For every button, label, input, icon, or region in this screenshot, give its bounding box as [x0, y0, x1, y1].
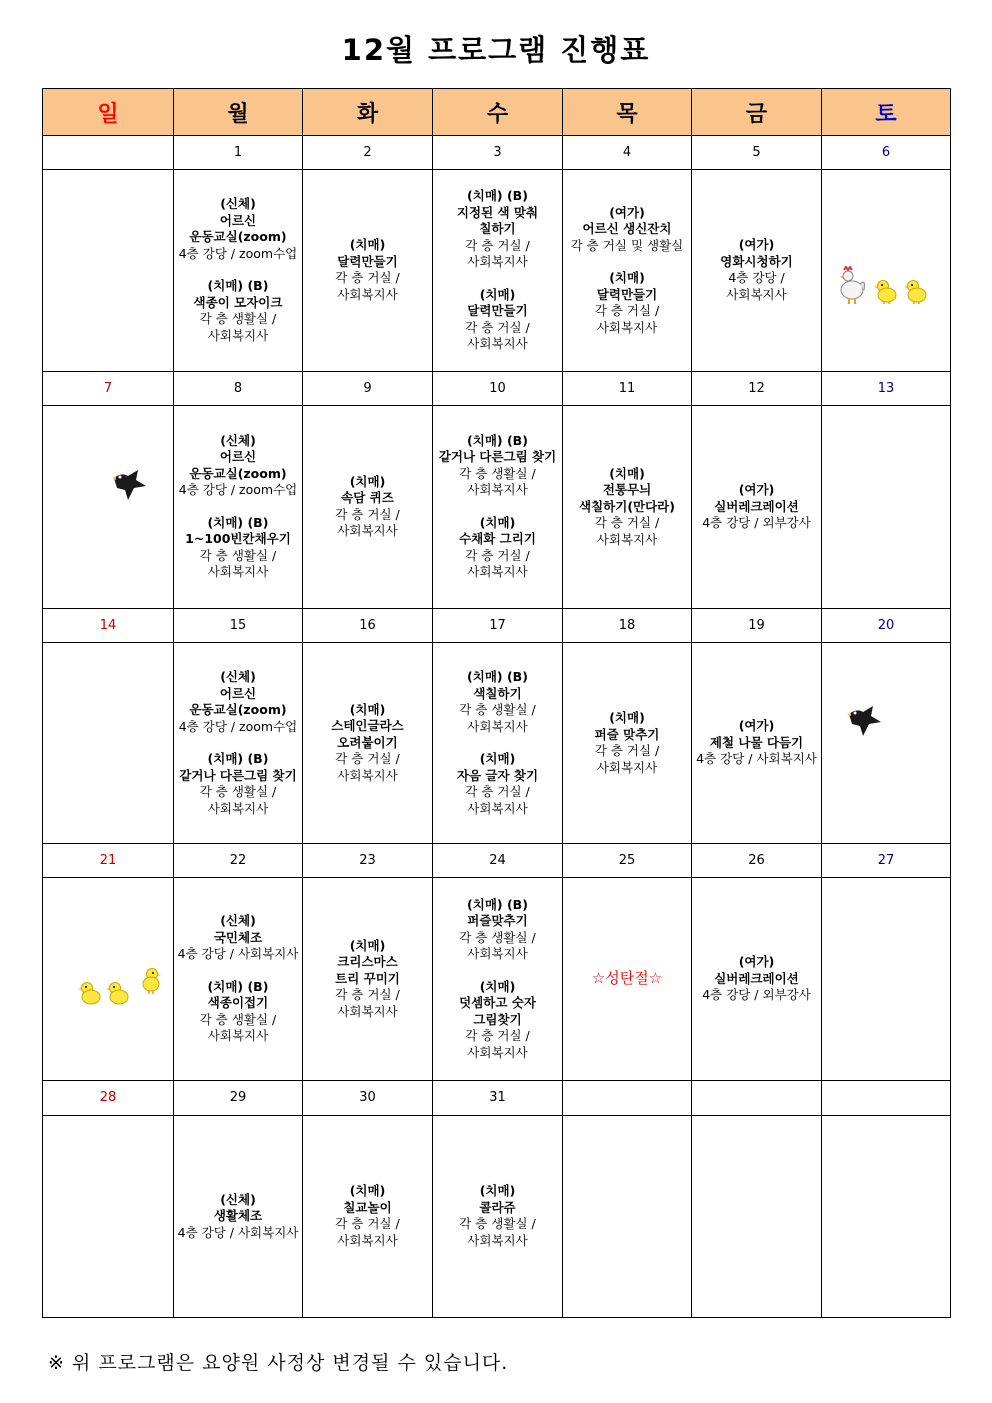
program-event	[563, 270, 691, 336]
event-name: 색종이 모자이크	[193, 294, 283, 310]
holiday-label: ☆성탄절☆	[591, 969, 663, 988]
weekday-header-row	[43, 89, 951, 136]
event-location: 4층 강당 / 사회복지사	[177, 946, 299, 962]
chick-icon	[140, 966, 164, 994]
event-category: (여가)	[738, 718, 775, 734]
crow-icon	[112, 468, 148, 502]
program-cell-sunday	[43, 405, 174, 608]
event-category: (치매)	[479, 978, 516, 994]
program-cell-sunday	[43, 170, 174, 371]
program-event	[433, 751, 562, 817]
event-name: 크리스마스 트리 꾸미기	[335, 954, 400, 986]
program-event	[174, 979, 302, 1045]
date-cell-wednesday: 3	[433, 136, 563, 170]
date-cell-wednesday: 24	[433, 843, 563, 877]
program-cell-thursday	[563, 1115, 692, 1317]
date-cell-monday: 22	[174, 843, 303, 877]
program-cell-wednesday	[433, 1115, 563, 1317]
date-cell-monday: 29	[174, 1081, 303, 1115]
program-cell-sunday	[43, 643, 174, 843]
program-event	[174, 751, 302, 817]
date-cell-sunday	[43, 136, 174, 170]
event-location: 각 층 생활실 / 사회복지사	[459, 465, 536, 498]
chick-icon	[78, 980, 102, 1006]
event-name: 콜라쥬	[479, 1199, 516, 1215]
program-event	[433, 979, 562, 1062]
program-row	[43, 643, 951, 843]
event-name: 어르신 생신잔치	[582, 221, 672, 237]
date-cell-monday: 1	[174, 136, 303, 170]
program-event	[692, 718, 821, 768]
date-cell-tuesday: 9	[303, 371, 433, 405]
program-cell-sunday	[43, 1115, 174, 1317]
event-name: 달력만들기	[337, 253, 398, 269]
weekday-wednesday: 수	[433, 89, 563, 136]
date-cell-wednesday: 17	[433, 609, 563, 643]
event-location: 각 층 생활실 / 사회복지사	[459, 1216, 536, 1248]
program-event	[563, 970, 691, 988]
weekday-tuesday: 화	[303, 89, 433, 136]
program-cell-friday	[692, 1115, 822, 1317]
program-cell-monday	[174, 1115, 303, 1317]
program-cell-tuesday	[303, 877, 433, 1080]
program-event	[174, 278, 302, 344]
program-cell-tuesday	[303, 170, 433, 371]
date-cell-monday: 8	[174, 371, 303, 405]
event-location: 각 층 생활실 / 사회복지사	[199, 311, 277, 343]
program-event	[433, 1183, 562, 1249]
program-row	[43, 405, 951, 608]
program-event	[174, 1192, 302, 1242]
date-cell-saturday: 27	[822, 843, 951, 877]
program-row	[43, 1115, 951, 1317]
event-name: 영화시청하기	[720, 253, 793, 269]
event-location: 각 층 생활실 / 사회복지사	[459, 702, 536, 734]
event-location: 각 층 거실 / 사회복지사	[594, 303, 660, 335]
program-cell-saturday	[822, 1115, 951, 1317]
program-cell-wednesday	[433, 170, 563, 371]
program-row	[43, 877, 951, 1080]
event-category: (치매) (B)	[207, 514, 269, 530]
program-cell-monday	[174, 405, 303, 608]
event-name: 실버레크레이션	[714, 970, 799, 986]
date-cell-friday: 19	[692, 609, 822, 643]
program-event	[303, 702, 432, 785]
date-cell-thursday	[563, 1081, 692, 1115]
program-event	[433, 515, 562, 581]
program-event	[174, 196, 302, 262]
date-cell-wednesday: 31	[433, 1081, 563, 1115]
date-cell-sunday: 14	[43, 609, 174, 643]
page-title: 12월 프로그램 진행표	[341, 33, 651, 67]
date-cell-tuesday: 16	[303, 609, 433, 643]
event-name: 색칠하기	[473, 685, 522, 701]
event-name: 칠교놀이	[343, 1199, 392, 1215]
event-category: (치매)	[479, 286, 516, 302]
date-cell-tuesday: 30	[303, 1081, 433, 1115]
event-location: 각 층 거실 / 사회복지사	[335, 987, 400, 1019]
program-cell-thursday	[563, 877, 692, 1080]
event-location: 각 층 거실 / 사회복지사	[465, 547, 530, 580]
program-event	[174, 669, 302, 735]
program-cell-friday	[692, 405, 822, 608]
program-event	[692, 237, 821, 303]
program-cell-thursday	[563, 405, 692, 608]
event-location: 4층 강당 / zoom수업	[178, 245, 298, 261]
date-cell-friday: 26	[692, 843, 822, 877]
date-row	[43, 609, 951, 643]
date-cell-sunday: 21	[43, 843, 174, 877]
program-event	[303, 237, 432, 303]
event-name: 같거나 다른그림 찾기	[438, 449, 557, 465]
program-event	[303, 938, 432, 1021]
event-name: 국민체조	[213, 929, 263, 945]
program-cell-saturday	[822, 877, 951, 1080]
date-cell-thursday: 18	[563, 609, 692, 643]
event-category: (치매)	[349, 937, 386, 953]
event-category: (치매)	[349, 1183, 386, 1199]
event-location: 각 층 거실 / 사회복지사	[465, 319, 530, 352]
date-cell-thursday: 4	[563, 136, 692, 170]
event-name: 속담 퀴즈	[341, 490, 394, 506]
weekday-friday: 금	[692, 89, 822, 136]
event-category: (치매) (B)	[207, 751, 269, 767]
event-category: (치매)	[349, 237, 386, 253]
event-category: (신체)	[220, 913, 256, 929]
program-event	[433, 433, 562, 499]
program-row	[43, 170, 951, 371]
program-event	[174, 913, 302, 963]
event-location: 각 층 거실 / 사회복지사	[465, 1028, 530, 1060]
date-cell-monday: 15	[174, 609, 303, 643]
date-row	[43, 1081, 951, 1115]
event-name: 덧셈하고 숫자 그림찾기	[459, 995, 536, 1027]
event-name: 전통무늬 색칠하기(만다라)	[579, 482, 675, 514]
event-location: 각 층 생활실 / 사회복지사	[199, 784, 277, 816]
program-calendar	[42, 88, 951, 1318]
program-cell-tuesday	[303, 1115, 433, 1317]
event-category: (치매) (B)	[467, 188, 528, 204]
event-name: 같거나 다른그림 찾기	[179, 767, 297, 783]
date-cell-saturday	[822, 1081, 951, 1115]
program-cell-saturday	[822, 643, 951, 843]
event-location: 각 층 거실 / 사회복지사	[335, 506, 400, 539]
event-category: (치매) (B)	[467, 896, 528, 912]
event-category: (치매) (B)	[467, 432, 528, 448]
program-cell-monday	[174, 170, 303, 371]
program-event	[433, 669, 562, 735]
event-name: 퍼즐맞추기	[467, 913, 528, 929]
program-cell-tuesday	[303, 643, 433, 843]
footer-note: ※ 위 프로그램은 요양원 사정상 변경될 수 있습니다.	[48, 1352, 509, 1374]
event-category: (치매)	[609, 270, 645, 286]
event-category: (치매)	[479, 751, 516, 767]
event-location: 4층 강당 / 외부강사	[702, 987, 811, 1003]
event-location: 각 층 거실 / 사회복지사	[594, 743, 660, 775]
crow-icon	[847, 704, 883, 738]
program-event	[563, 466, 691, 549]
date-row	[43, 371, 951, 405]
program-event	[433, 188, 562, 271]
event-category: (신체)	[220, 669, 256, 685]
date-cell-thursday: 25	[563, 843, 692, 877]
event-name: 달력만들기	[596, 286, 658, 302]
program-cell-thursday	[563, 170, 692, 371]
program-cell-monday	[174, 877, 303, 1080]
event-location: 각 층 생활실 / 사회복지사	[199, 1011, 277, 1044]
weekday-thursday: 목	[563, 89, 692, 136]
event-category: (치매)	[609, 710, 645, 726]
date-cell-wednesday: 10	[433, 371, 563, 405]
event-location: 4층 강당 / 사회복지사	[726, 270, 787, 302]
event-name: 색종이접기	[207, 995, 269, 1011]
program-event	[174, 433, 302, 499]
date-row	[43, 843, 951, 877]
event-location: 4층 강당 / zoom수업	[178, 718, 298, 734]
program-event	[303, 474, 432, 540]
event-name: 스테인글라스 오려붙이기	[331, 718, 404, 750]
event-name: 실버레크레이션	[714, 498, 799, 514]
program-cell-tuesday	[303, 405, 433, 608]
event-category: (치매) (B)	[467, 669, 528, 685]
date-cell-friday: 5	[692, 136, 822, 170]
program-cell-monday	[174, 643, 303, 843]
rooster-icon	[836, 266, 866, 306]
event-location: 각 층 거실 / 사회복지사	[335, 1216, 400, 1248]
event-name: 어르신 운동교실(zoom)	[189, 212, 287, 245]
event-name: 퍼즐 맞추기	[594, 726, 660, 742]
event-category: (치매)	[349, 701, 386, 717]
event-location: 각 층 거실 / 사회복지사	[335, 751, 400, 783]
chick-icon	[106, 980, 130, 1006]
event-name: 제철 나물 다듬기	[709, 734, 804, 750]
event-name: 어르신 운동교실(zoom)	[189, 449, 287, 481]
date-cell-tuesday: 23	[303, 843, 433, 877]
event-category: (여가)	[738, 482, 775, 498]
event-name: 1~100빈칸채우기	[185, 531, 291, 547]
date-cell-saturday: 13	[822, 371, 951, 405]
date-row	[43, 136, 951, 170]
event-category: (신체)	[220, 196, 256, 212]
event-category: (여가)	[609, 204, 645, 220]
chick-icon	[904, 278, 928, 304]
program-cell-friday	[692, 877, 822, 1080]
event-location: 4층 강당 / 사회복지사	[696, 751, 817, 767]
program-event	[433, 287, 562, 353]
date-cell-sunday: 7	[43, 371, 174, 405]
event-category: (여가)	[738, 954, 775, 970]
program-event	[563, 710, 691, 776]
event-name: 자음 글자 찾기	[456, 767, 539, 783]
event-name: 수채화 그리기	[459, 531, 536, 547]
program-cell-friday	[692, 170, 822, 371]
event-category: (치매)	[479, 1183, 516, 1199]
date-cell-saturday: 6	[822, 136, 951, 170]
event-name: 지정된 색 맞춰 칠하기	[456, 204, 539, 237]
event-category: (신체)	[220, 432, 256, 448]
event-category: (치매)	[479, 514, 516, 530]
event-name: 달력만들기	[467, 303, 528, 319]
date-cell-thursday: 11	[563, 371, 692, 405]
event-category: (여가)	[738, 237, 775, 253]
event-category: (신체)	[220, 1191, 256, 1207]
chick-icon	[874, 278, 898, 304]
weekday-monday: 월	[174, 89, 303, 136]
program-event	[303, 1183, 432, 1249]
event-location: 각 층 거실 / 사회복지사	[465, 237, 530, 270]
event-category: (치매) (B)	[207, 278, 269, 294]
program-event	[692, 482, 821, 532]
event-category: (치매) (B)	[207, 978, 269, 994]
event-name: 생활체조	[213, 1208, 263, 1224]
event-name: 어르신 운동교실(zoom)	[189, 685, 287, 718]
event-location: 각 층 거실 및 생활실	[570, 237, 684, 253]
program-cell-friday	[692, 643, 822, 843]
program-event	[563, 205, 691, 255]
program-cell-wednesday	[433, 643, 563, 843]
event-location: 각 층 생활실 / 사회복지사	[199, 547, 277, 580]
date-cell-sunday: 28	[43, 1081, 174, 1115]
date-cell-friday: 12	[692, 371, 822, 405]
weekday-saturday: 토	[822, 89, 951, 136]
event-location: 4층 강당 / 외부강사	[702, 515, 811, 531]
event-category: (치매)	[609, 465, 645, 481]
event-location: 4층 강당 / zoom수업	[178, 482, 298, 498]
event-location: 4층 강당 / 사회복지사	[177, 1224, 299, 1240]
weekday-sunday: 일	[43, 89, 174, 136]
date-cell-friday	[692, 1081, 822, 1115]
date-cell-tuesday: 2	[303, 136, 433, 170]
event-location: 각 층 거실 / 사회복지사	[594, 515, 660, 547]
program-cell-wednesday	[433, 405, 563, 608]
program-cell-wednesday	[433, 877, 563, 1080]
event-category: (치매)	[349, 473, 386, 489]
program-event	[433, 897, 562, 963]
event-location: 각 층 생활실 / 사회복지사	[459, 929, 536, 962]
event-location: 각 층 거실 / 사회복지사	[465, 784, 530, 816]
event-location: 각 층 거실 / 사회복지사	[335, 270, 400, 302]
program-cell-saturday	[822, 405, 951, 608]
program-event	[692, 954, 821, 1004]
program-cell-thursday	[563, 643, 692, 843]
date-cell-saturday: 20	[822, 609, 951, 643]
program-event	[174, 515, 302, 581]
